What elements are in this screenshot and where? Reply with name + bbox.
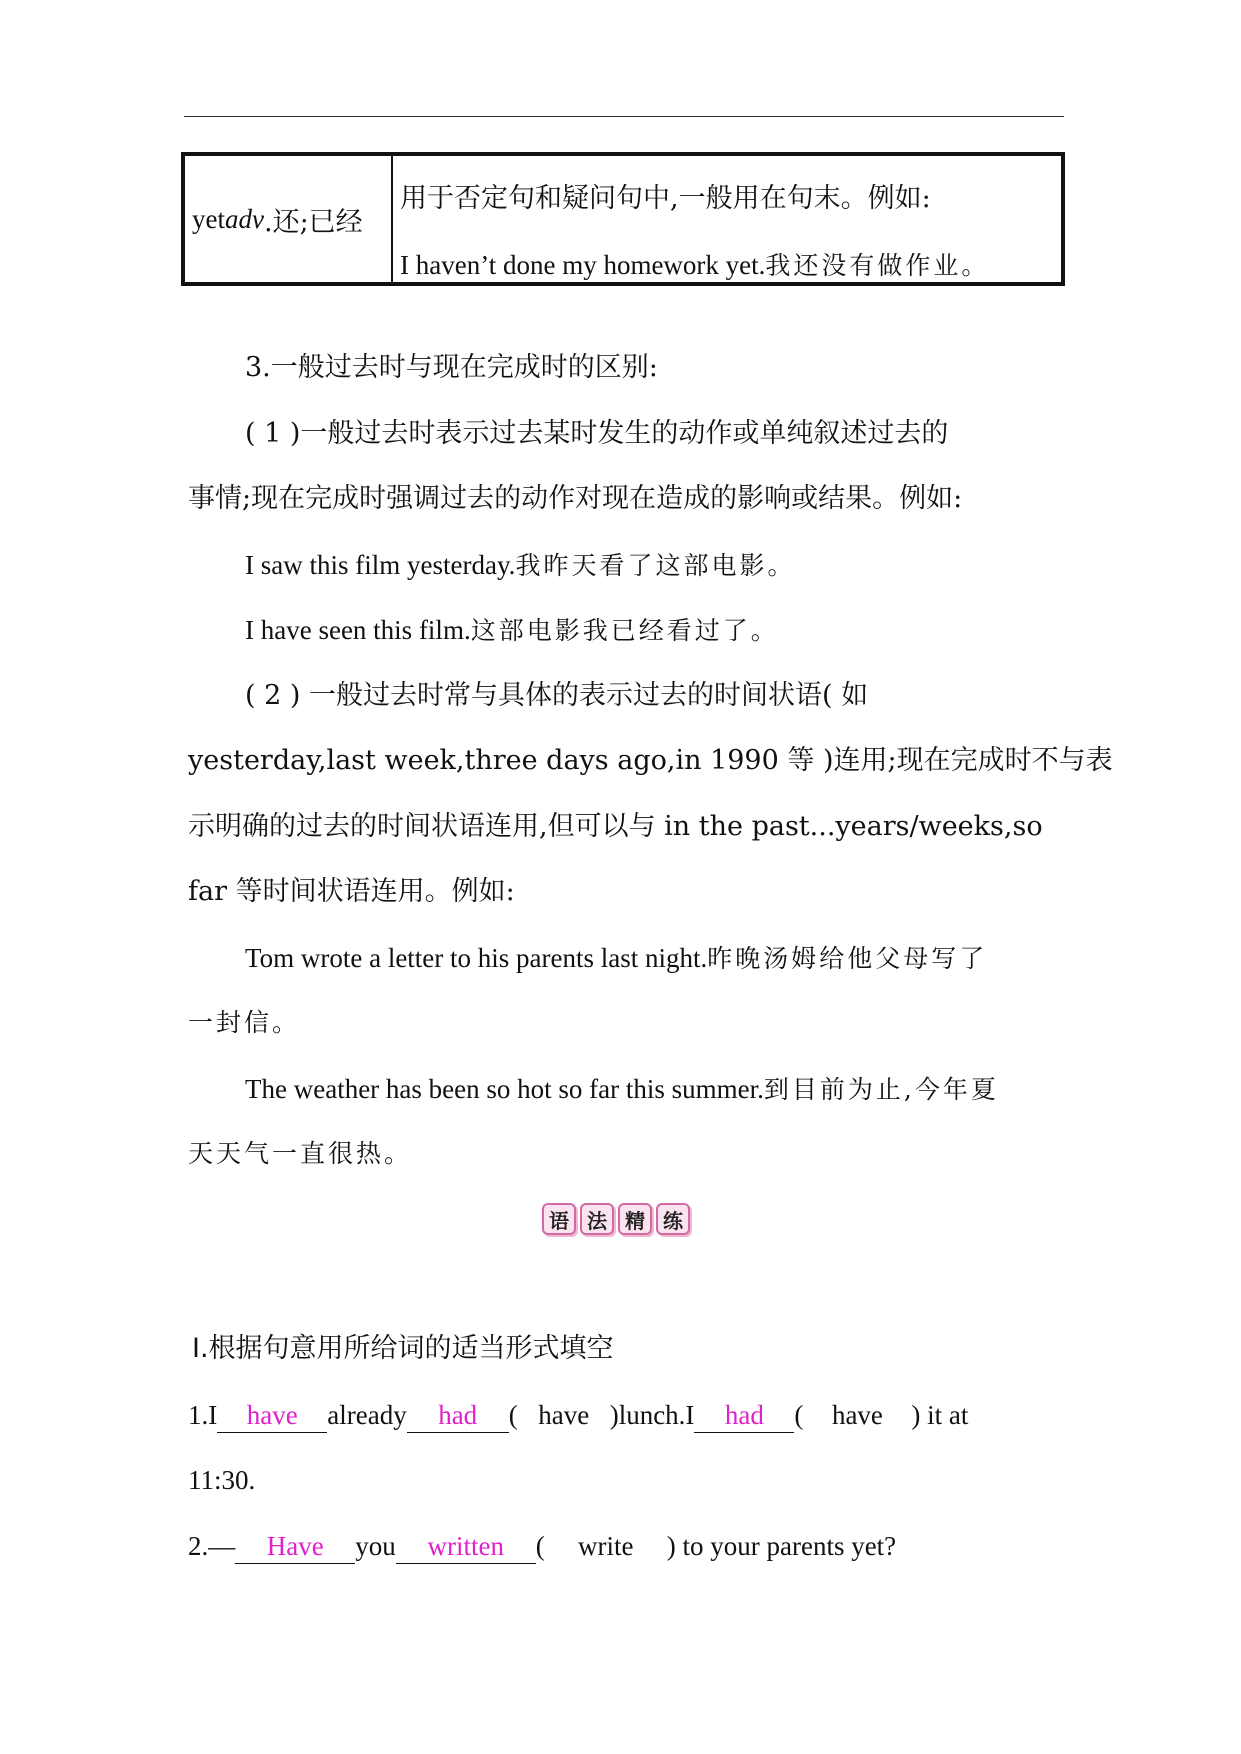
example-3 [245,938,987,979]
q2-prefix: 2.— [188,1531,236,1561]
vocab-usage-cell [393,156,1061,282]
q1-prefix: 1.I [188,1400,218,1430]
example-3-cn: 昨晚汤姆给他父母写了 [707,944,988,973]
question-2: 2.— Have you written ( write ) to your parents yet? [188,1526,896,1566]
badge-char: 精 [618,1203,652,1235]
example-1-en: I saw this film yesterday. [245,550,516,580]
header-rule [184,116,1064,117]
vocab-example-cn: 我还没有做作业。 [765,251,990,280]
vocab-usage-line: 用于否定句和疑问句中,一般用在句末。例如: [400,183,931,214]
q2-mid1: you [355,1531,396,1561]
q2-answer-1[interactable]: Have [235,1529,355,1564]
vocab-term-word: yet [192,203,225,234]
section3-p1-line1: ( 1 )一般过去时表示过去某时发生的动作或单纯叙述过去的 [245,418,949,449]
q1-mid2: )lunch.I [609,1400,695,1430]
section3-p2-line1: ( 2 ) 一般过去时常与具体的表示过去的时间状语( 如 [245,680,869,711]
section3-p2-line2: yesterday,last week,three days ago,in 1990 等 )连用;现在完成时不与表 [188,745,1113,776]
q1-mid1: already [327,1400,407,1430]
example-2-cn: 这部电影我已经看过了。 [470,616,779,645]
q2-hint: write [578,1531,634,1561]
q2-suffix: ) to your parents yet? [666,1531,897,1561]
q1-answer-2[interactable]: had [407,1398,509,1433]
example-3-en: Tom wrote a letter to his parents last night. [245,943,708,973]
section3-heading: 3.一般过去时与现在完成时的区别: [245,352,658,383]
example-4-cn: 到目前为止,今年夏 [763,1075,999,1104]
example-2 [245,610,779,651]
question-1: 1.I have already had ( have )lunch.I had ( have ) it at [188,1395,968,1435]
vocab-example [400,232,1061,299]
q1-answer-1[interactable]: have [217,1398,327,1433]
section3-p1-line2: 事情;现在完成时强调过去的动作对现在造成的影响或结果。例如: [188,483,963,514]
example-4-cn-cont: 天天气一直很热。 [188,1139,413,1168]
example-4 [245,1069,999,1110]
badge-char: 练 [656,1203,690,1235]
q1-hint-2: have [831,1400,883,1430]
example-3-cn-cont: 一封信。 [188,1008,301,1037]
vocab-example-en: I haven’t done my homework yet. [400,250,766,280]
vocab-term-pos: adv [225,203,264,234]
vocab-term-cell [185,156,393,282]
example-4-en: The weather has been so hot so far this summer. [245,1074,764,1104]
badge-char: 语 [542,1203,576,1235]
badge-char: 法 [580,1203,614,1235]
exercise-heading: Ⅰ.根据句意用所给词的适当形式填空 [192,1333,614,1364]
example-2-en: I have seen this film. [245,615,471,645]
vocab-table [181,152,1065,286]
example-1-cn: 我昨天看了这部电影。 [515,551,796,580]
question-1-cont: 11:30. [188,1465,256,1495]
vocab-term-meaning: .还;已经 [263,206,363,238]
grammar-practice-badge [542,1203,690,1235]
example-1 [245,545,795,586]
section3-p2-line4: far 等时间状语连用。例如: [188,876,515,907]
q1-answer-3[interactable]: had [694,1398,794,1433]
q1-hint-1: have [538,1400,590,1430]
q1-suffix: ) it at [911,1400,969,1430]
q2-answer-2[interactable]: written [396,1529,536,1564]
section3-p2-line3: 示明确的过去的时间状语连用,但可以与 in the past...years/weeks,so [188,811,1043,842]
